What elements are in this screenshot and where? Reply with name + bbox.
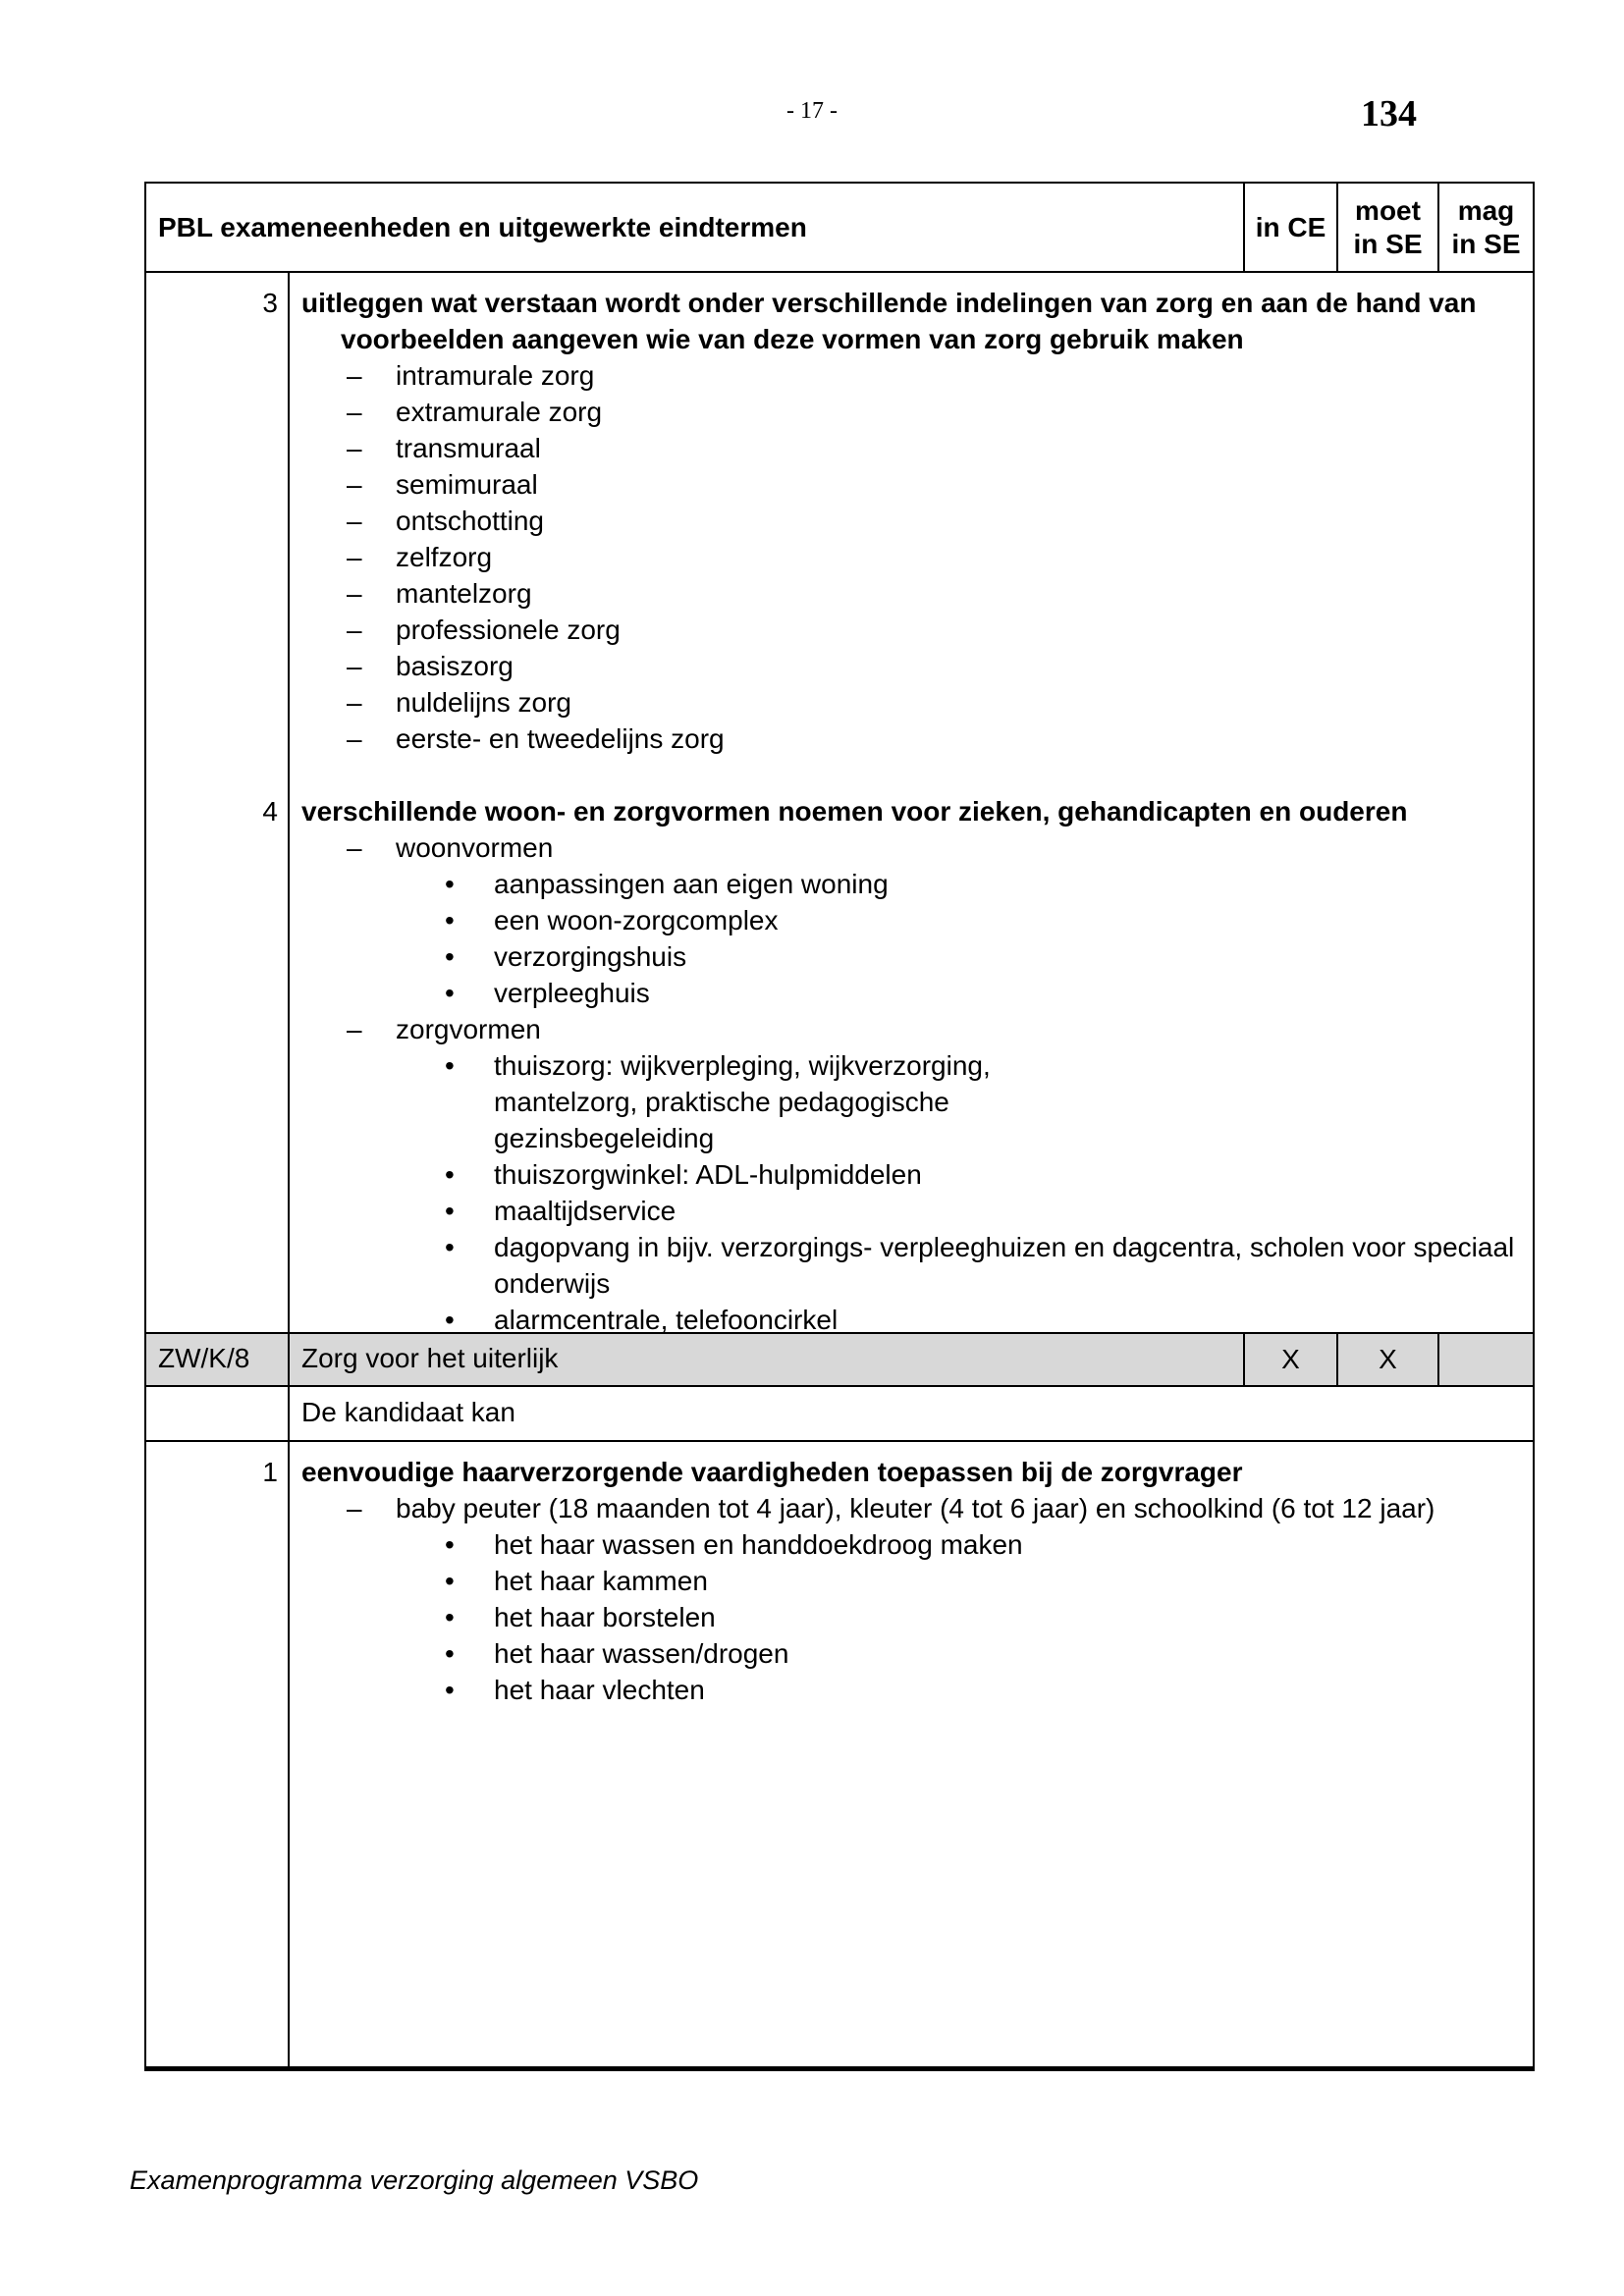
dash-marker xyxy=(347,1011,396,1047)
kandidaat-empty-cell xyxy=(146,1387,290,1440)
item4-lead: verschillende woon- en zorgvormen noemen voor zieken, gehandicapten en ouderen xyxy=(301,796,1408,827)
bullet-marker xyxy=(445,1229,494,1302)
col-header-in-ce xyxy=(1245,184,1338,271)
col-header-moet-line1: moet xyxy=(1355,194,1421,226)
item3-number: 3 xyxy=(262,288,278,318)
dash-marker xyxy=(347,430,396,466)
list-item xyxy=(301,466,1523,503)
list-item-text: intramurale zorg xyxy=(396,360,595,391)
list-item-text: dagopvang in bijv. verzorgings- verpleeghuizen en dagcentra, scholen voor speciaal onderwijs xyxy=(494,1232,1515,1299)
list-item-text: een woon-zorgcomplex xyxy=(494,905,779,935)
bullet-marker xyxy=(445,1599,494,1635)
dash-marker xyxy=(347,1490,396,1526)
bullet-marker xyxy=(445,975,494,1011)
list-item-text: ontschotting xyxy=(396,506,544,536)
zwk8-moet-in-se: X xyxy=(1338,1334,1439,1385)
list-item xyxy=(301,1047,1523,1156)
list-item xyxy=(301,357,1523,394)
list-item-text: extramurale zorg xyxy=(396,397,603,427)
list-item-text: basiszorg xyxy=(396,651,514,681)
bullet-marker xyxy=(445,1526,494,1563)
bullet-marker xyxy=(445,1156,494,1193)
body-row-items-3-4 xyxy=(146,273,1533,1334)
list-item xyxy=(301,430,1523,466)
list-item xyxy=(301,1229,1523,1302)
list-item xyxy=(301,539,1523,575)
list-item-text: thuiszorgwinkel: ADL-hulpmiddelen xyxy=(494,1159,922,1190)
list-item-text: professionele zorg xyxy=(396,614,621,645)
list-item xyxy=(301,975,1523,1011)
kandidaat-row xyxy=(146,1387,1533,1442)
list-item-text: thuiszorg: wijkverpleging, wijkverzorging, mantelzorg, praktische pedagogische gezinsbegeleiding xyxy=(494,1050,991,1153)
list-item-text: mantelzorg xyxy=(396,578,532,609)
bullet-marker xyxy=(445,1563,494,1599)
list-item xyxy=(301,1599,1523,1635)
item3-lead xyxy=(301,285,1523,357)
list-item-text: eerste- en tweedelijns zorg xyxy=(396,723,725,754)
list-item xyxy=(301,829,1523,866)
list-item-text: zorgvormen xyxy=(396,1014,541,1044)
dash-marker xyxy=(347,612,396,648)
number-column xyxy=(146,1442,290,2066)
item4-number: 4 xyxy=(262,796,278,827)
dash-marker xyxy=(347,575,396,612)
list-item xyxy=(301,902,1523,938)
dash-marker xyxy=(347,357,396,394)
item3-lead-line1: uitleggen wat verstaan wordt onder verschillende indelingen van zorg en aan de hand van xyxy=(301,288,1477,318)
bullet-marker xyxy=(445,1193,494,1229)
table-title: PBL exameneenheden en uitgewerkte eindtermen xyxy=(146,184,1245,271)
list-item-text: het haar borstelen xyxy=(494,1602,716,1632)
footer-text: Examenprogramma verzorging algemeen VSBO xyxy=(130,2165,699,2195)
list-item xyxy=(301,503,1523,539)
list-item xyxy=(301,1635,1523,1672)
col-header-mag-line1: mag xyxy=(1457,194,1515,226)
list-item-text: het haar vlechten xyxy=(494,1675,705,1705)
list-item xyxy=(301,394,1523,430)
list-item-text: alarmcentrale, telefooncirkel xyxy=(494,1305,839,1335)
list-item-text: verpleeghuis xyxy=(494,978,650,1008)
list-item-text: het haar wassen en handdoekdroog maken xyxy=(494,1529,1023,1560)
content-column xyxy=(290,1442,1533,2066)
list-item xyxy=(301,684,1523,721)
kandidaat-text: De kandidaat kan xyxy=(301,1397,515,1427)
dash-marker xyxy=(347,503,396,539)
list-item xyxy=(301,575,1523,612)
bullet-marker xyxy=(445,866,494,902)
content-column xyxy=(290,273,1533,1335)
bullet-marker xyxy=(445,902,494,938)
folio-number: 134 xyxy=(1361,93,1417,134)
bullet-marker xyxy=(445,938,494,975)
list-item-text: aanpassingen aan eigen woning xyxy=(494,869,889,899)
dash-marker xyxy=(347,829,396,866)
zwk8-mag-in-se xyxy=(1439,1334,1533,1385)
zwk8-in-ce: X xyxy=(1245,1334,1338,1385)
dash-marker xyxy=(347,394,396,430)
dash-marker xyxy=(347,684,396,721)
dash-marker xyxy=(347,648,396,684)
list-item xyxy=(301,1526,1523,1563)
list-item xyxy=(301,648,1523,684)
zwk8-row xyxy=(146,1334,1533,1387)
dash-marker xyxy=(347,721,396,757)
table-header-row xyxy=(146,184,1533,273)
list-item-text: transmuraal xyxy=(396,433,541,463)
item3-lead-line2: voorbeelden aangeven wie van deze vormen van zorg gebruik maken xyxy=(341,324,1244,354)
list-item xyxy=(301,1672,1523,1708)
zwk8-code: ZW/K/8 xyxy=(146,1334,290,1385)
list-item-text: zelfzorg xyxy=(396,542,493,572)
list-item xyxy=(301,1193,1523,1229)
bullet-marker xyxy=(445,1672,494,1708)
item1-lead: eenvoudige haarverzorgende vaardigheden toepassen bij de zorgvrager xyxy=(301,1457,1243,1487)
list-item xyxy=(301,1156,1523,1193)
bullet-marker xyxy=(445,1047,494,1156)
dash-marker xyxy=(347,466,396,503)
list-item-text: baby peuter (18 maanden tot 4 jaar), kleuter (4 tot 6 jaar) en schoolkind (6 tot 12 jaar) xyxy=(396,1493,1435,1523)
list-item-text: woonvormen xyxy=(396,832,554,863)
col-header-moet-in-se xyxy=(1338,184,1439,271)
list-item xyxy=(301,1490,1523,1526)
list-item xyxy=(301,1563,1523,1599)
dash-marker xyxy=(347,539,396,575)
list-item xyxy=(301,1011,1523,1047)
number-column xyxy=(146,273,290,1332)
col-header-mag-in-se xyxy=(1439,184,1533,271)
list-item-text: semimuraal xyxy=(396,469,538,500)
list-item-text: nuldelijns zorg xyxy=(396,687,571,718)
list-item xyxy=(301,866,1523,902)
bullet-marker xyxy=(445,1302,494,1338)
list-item-text: het haar kammen xyxy=(494,1566,708,1596)
zwk8-title: Zorg voor het uiterlijk xyxy=(290,1334,1245,1385)
list-item xyxy=(301,1302,1523,1338)
list-item xyxy=(301,612,1523,648)
page-number: - 17 - xyxy=(786,98,838,124)
body-row-item-1 xyxy=(146,1442,1533,2066)
list-item-text: maaltijdservice xyxy=(494,1196,677,1226)
list-item xyxy=(301,938,1523,975)
list-item-text: het haar wassen/drogen xyxy=(494,1638,789,1669)
exam-table xyxy=(144,182,1535,2071)
list-item xyxy=(301,721,1523,757)
bullet-marker xyxy=(445,1635,494,1672)
list-item-text: verzorgingshuis xyxy=(494,941,687,972)
item1-number: 1 xyxy=(262,1457,278,1487)
col-header-mag-line2: in SE xyxy=(1451,228,1521,259)
col-header-moet-line2: in SE xyxy=(1353,228,1423,259)
col-header-in-ce-label: in CE xyxy=(1255,211,1326,242)
